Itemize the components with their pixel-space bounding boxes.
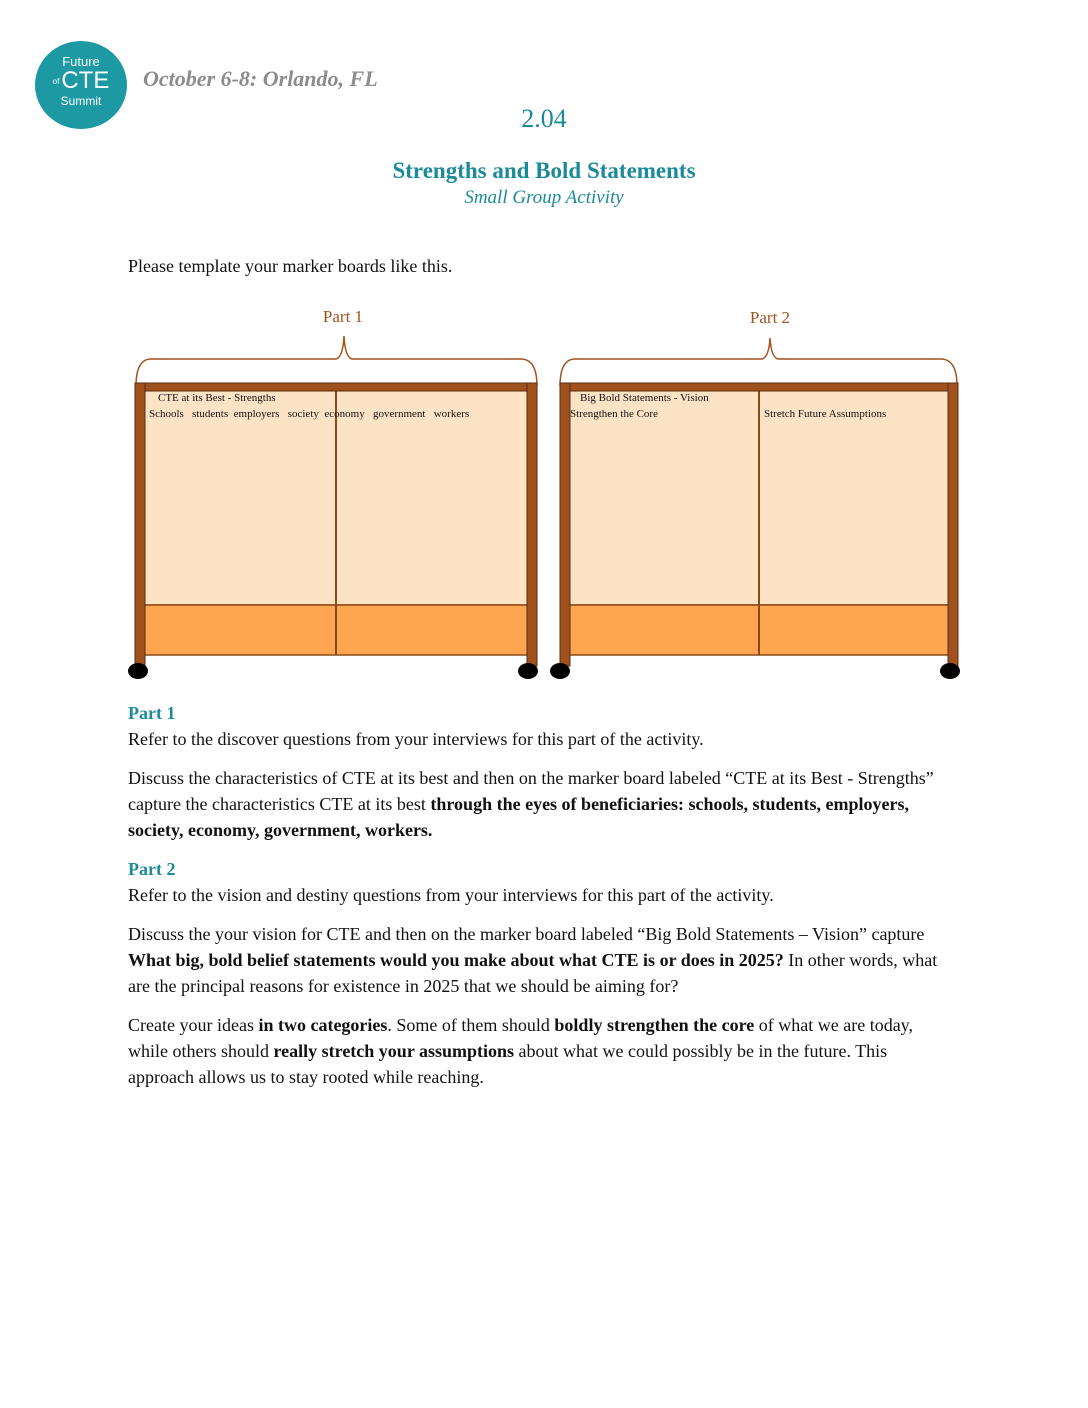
part2-p3-g: about what we could possibly be in the future. This approach allows us to stay rooted while reaching. [128,1041,888,1087]
board2-part-label: Part 2 [749,308,791,327]
part1-heading: Part 1 [128,703,176,723]
part2-p2-text-c: In other words, what are the principal reasons for existence in 2025 that we should be aiming for? [128,950,938,996]
part2-p3-e: of what we are today, while others should [128,1015,914,1061]
part2-p2-text-a: Discuss the your vision for CTE and then on the marker board labeled “Big Bold Statements – Vision” capture [128,924,925,944]
board1-heading: CTE at its Best - Strengths [158,392,276,404]
instructions [128,700,948,1103]
board2-brace [560,338,957,386]
board2-left-column-label: Strengthen the Core [570,408,658,420]
part1-paragraph2 [128,765,948,843]
board1 [128,383,538,679]
board2-heading: Big Bold Statements - Vision [580,392,709,404]
board2-top-rail [560,383,958,391]
logo-cte: CTE [61,67,110,94]
document-number: 2.04 [521,104,567,133]
part1-p2-text: Discuss the characteristics of CTE at its best and then on the marker board labeled “CTE at its Best - Strengths” capture the characteristics CTE at its best [128,768,934,814]
part2-p3-b: in two categories [258,1015,388,1035]
document-title: Strengths and Bold Statements [392,158,696,183]
intro-text: Please template your marker boards like this. [128,256,453,276]
part1-p2-bold: through the eyes of beneficiaries: schools, students, employers, society, economy, government, workers. [128,794,910,840]
marker-board-diagram [0,300,1088,690]
board1-top-rail [135,383,537,391]
board1-right-leg [527,383,537,666]
board1-left-leg [135,383,145,666]
part2-paragraph3 [128,1012,948,1090]
part2-p3-c: . Some of them should [387,1015,555,1035]
logo-line3: Summit [60,93,102,108]
board2-left-leg [560,383,570,666]
board2-right-leg [948,383,958,666]
board2-right-column-label: Stretch Future Assumptions [764,408,887,420]
part2-paragraph1: Refer to the vision and destiny questions from your interviews for this part of the activity. [128,885,774,905]
board2-right-wheel [940,663,960,679]
part1-paragraph1: Refer to the discover questions from your interviews for this part of the activity. [128,729,704,749]
board2-left-wheel [550,663,570,679]
part2-p3-f: really stretch your assumptions [273,1041,515,1061]
part2-paragraph2 [128,921,948,999]
board2 [550,383,960,679]
board1-right-wheel [518,663,538,679]
part2-p3-d: boldly strengthen the core [554,1015,755,1035]
part2-p3-a: Create your ideas [128,1015,259,1035]
board1-subheading: Schools students employers society economy government workers [149,408,470,420]
logo-of: of [52,76,60,86]
board1-part-label: Part 1 [322,307,364,326]
board1-brace [136,336,537,386]
part2-p2-bold: What big, bold belief statements would you make about what CTE is or does in 2025? [128,950,784,970]
document-subtitle: Small Group Activity [464,187,624,208]
event-date: October 6-8: Orlando, FL [143,66,378,91]
part2-heading: Part 2 [128,859,176,879]
board1-left-wheel [128,663,148,679]
logo-line2 [35,69,127,94]
logo-line1: Future [62,54,100,69]
